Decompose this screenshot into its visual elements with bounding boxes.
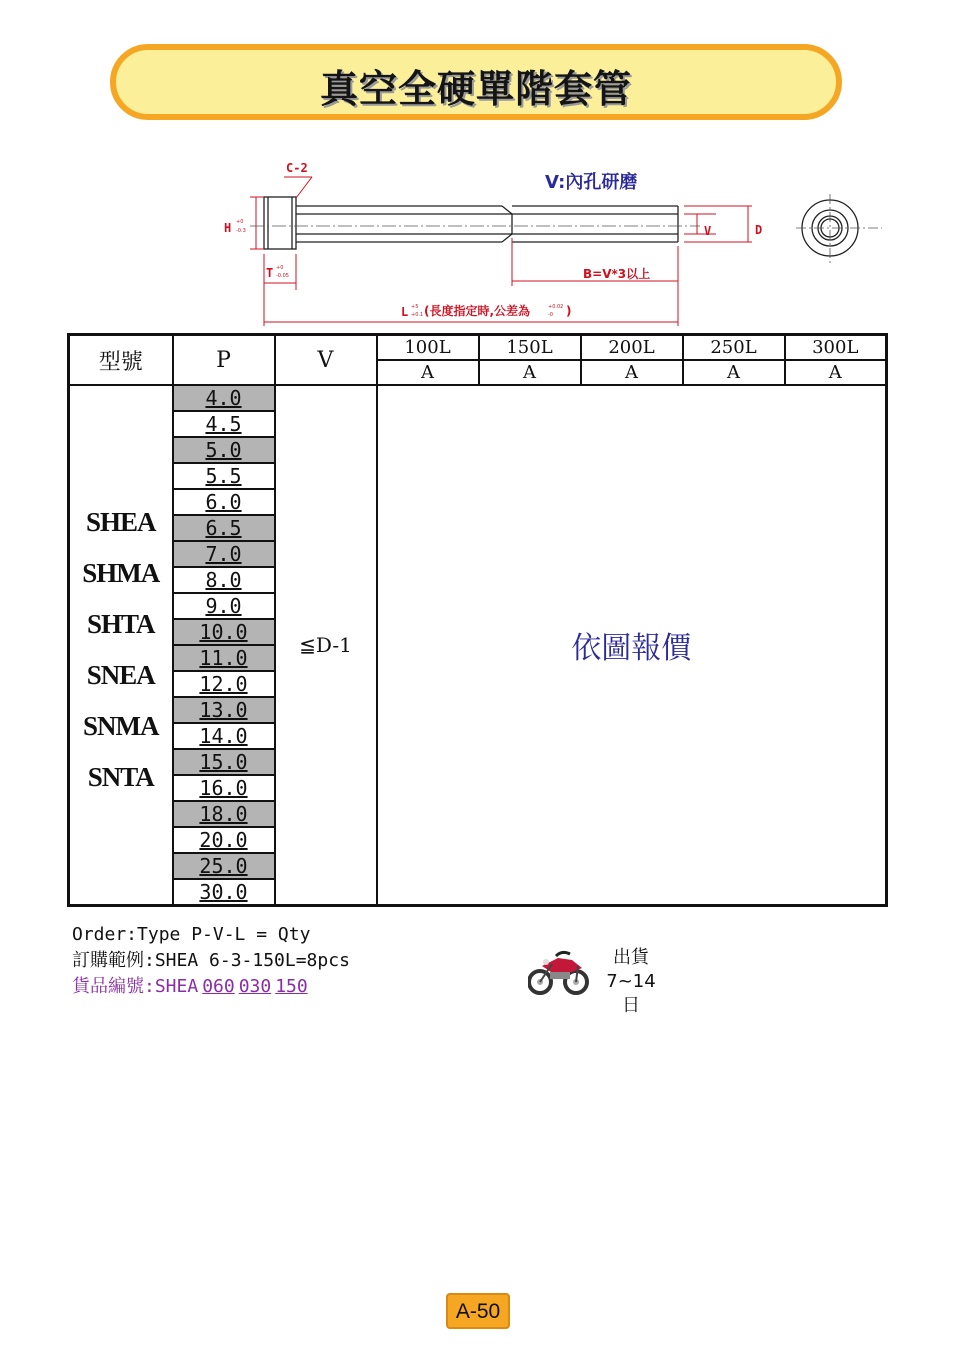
l-label: L	[401, 305, 409, 319]
shipping-days: 7~14日	[606, 971, 656, 1016]
p-value: 6.0	[173, 489, 275, 515]
title-banner	[110, 44, 842, 120]
p-value: 30.0	[173, 879, 275, 906]
item-code-link[interactable]: 150	[275, 976, 308, 997]
p-value: 4.5	[173, 411, 275, 437]
item-code-link[interactable]: 060	[202, 976, 235, 997]
p-value: 4.0	[173, 385, 275, 411]
model-code: SNTA	[87, 761, 154, 792]
chamfer-label: C-2	[286, 161, 308, 175]
model-code: SHTA	[86, 608, 155, 639]
header-grade: A	[683, 360, 785, 385]
header-length: 200L	[581, 335, 683, 361]
p-value: 7.0	[173, 541, 275, 567]
len-tol-plus: +0.02	[548, 304, 564, 310]
b-label: B=V*3以上	[583, 267, 651, 281]
p-value: 18.0	[173, 801, 275, 827]
v-label: V	[704, 224, 712, 238]
p-value: 11.0	[173, 645, 275, 671]
p-value: 8.0	[173, 567, 275, 593]
model-code: SHEA	[85, 506, 156, 537]
header-grade: A	[377, 360, 479, 385]
length-note-end: )	[566, 304, 572, 318]
p-value: 20.0	[173, 827, 275, 853]
p-value: 16.0	[173, 775, 275, 801]
shipping-label: 出貨	[613, 947, 649, 968]
p-value: 5.5	[173, 463, 275, 489]
header-v: V	[275, 335, 377, 386]
model-code: SNEA	[86, 659, 155, 690]
grind-note: V:內孔研磨	[545, 172, 638, 193]
quote-note: 依圖報價	[377, 385, 887, 906]
shipping-info	[600, 946, 662, 1018]
length-note: (長度指定時,公差為	[424, 304, 531, 318]
d-label: D	[755, 223, 763, 237]
model-code: SHMA	[82, 557, 160, 588]
spec-table	[67, 333, 888, 907]
technical-drawing	[0, 150, 953, 330]
item-code-line	[72, 974, 350, 1000]
p-value: 14.0	[173, 723, 275, 749]
t-tol-minus: -0.05	[276, 273, 289, 279]
order-example: 訂購範例:SHEA 6-3-150L=8pcs	[72, 950, 350, 971]
header-length: 300L	[785, 335, 887, 361]
item-code-prefix: 貨品編號:SHEA	[72, 976, 199, 997]
header-length: 150L	[479, 335, 581, 361]
model-cell	[69, 385, 173, 906]
l-tol-plus: +5	[411, 304, 419, 310]
item-code-link[interactable]: 030	[238, 976, 272, 997]
header-grade: A	[785, 360, 887, 385]
header-length: 250L	[683, 335, 785, 361]
v-value: ≦D-1	[275, 385, 377, 906]
p-value: 13.0	[173, 697, 275, 723]
p-value: 9.0	[173, 593, 275, 619]
order-format: Order:Type P-V-L = Qty	[72, 924, 311, 945]
model-code: SNMA	[83, 710, 159, 741]
page-number: A-50	[446, 1293, 510, 1329]
t-label: T	[266, 266, 274, 280]
header-grade: A	[479, 360, 581, 385]
t-tol-plus: +0	[276, 265, 284, 271]
h-tol-minus: -0.3	[236, 228, 246, 234]
page-title: 真空全硬單階套管	[319, 67, 632, 111]
header-length: 100L	[377, 335, 479, 361]
h-tol-plus: +0	[236, 219, 244, 225]
header-grade: A	[581, 360, 683, 385]
p-value: 12.0	[173, 671, 275, 697]
l-tol-minus: +0.1	[411, 312, 424, 318]
p-value: 6.5	[173, 515, 275, 541]
p-value: 10.0	[173, 619, 275, 645]
len-tol-minus: -0	[548, 312, 553, 318]
bushing-head	[264, 197, 296, 249]
p-value: 15.0	[173, 749, 275, 775]
h-label: H	[224, 221, 232, 235]
header-model: 型號	[69, 335, 173, 386]
p-value: 25.0	[173, 853, 275, 879]
order-info	[72, 922, 350, 1000]
header-p: P	[173, 335, 275, 386]
p-value: 5.0	[173, 437, 275, 463]
